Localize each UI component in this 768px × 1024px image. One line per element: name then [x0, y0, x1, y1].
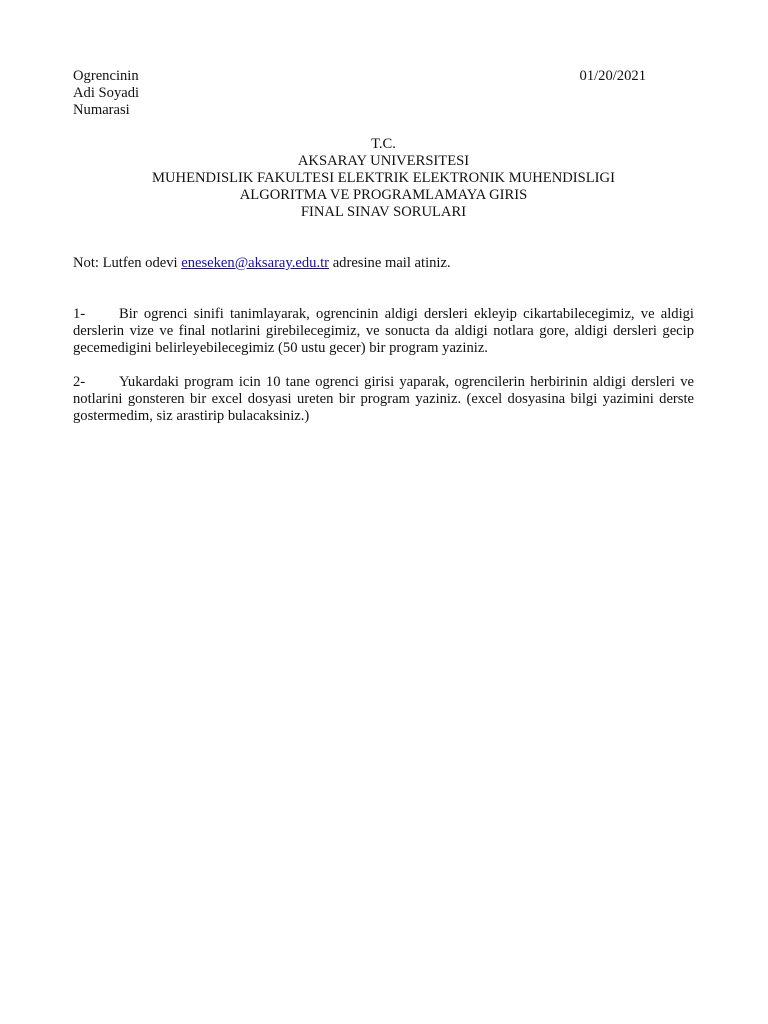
question-number: 2- — [73, 374, 86, 390]
student-name-line: Adi Soyadi — [73, 85, 140, 101]
submission-note — [73, 255, 694, 272]
question-1 — [73, 306, 694, 357]
email-link[interactable]: eneseken@aksaray.edu.tr — [181, 255, 330, 271]
student-label-line: Ogrencinin — [73, 68, 139, 84]
question-text: Bir ogrenci sinifi tanimlayarak, ogrencinin aldigi dersleri ekleyip cikartabilecegimiz, ve aldigi derslerin vize ve final notlarini girebilecegimiz, ve sonucta da aldigi notlara gore, aldigi dersleri gecip gecemedigini belirleyebilecegimiz (50 ustu gecer) bir program yaziniz. — [73, 306, 694, 356]
document-title — [73, 136, 694, 221]
student-number-line: Numarasi — [73, 102, 130, 118]
note-suffix: adresine mail atiniz. — [329, 255, 451, 271]
title-line-university: AKSARAY UNIVERSITESI — [297, 153, 470, 169]
document-header — [73, 68, 694, 119]
question-number: 1- — [73, 306, 86, 322]
question-2 — [73, 374, 694, 425]
student-info — [73, 68, 139, 119]
note-prefix: Not: Lutfen odevi — [73, 255, 182, 271]
title-line-faculty: MUHENDISLIK FAKULTESI ELEKTRIK ELEKTRONIK MUHENDISLIGI — [152, 170, 615, 186]
question-text: Yukardaki program icin 10 tane ogrenci girisi yaparak, ogrencilerin herbirinin aldigi dersleri ve notlarini gonsteren bir excel dosyasi ureten bir program yaziniz. (excel dosyasina bilgi yazimini derste gostermedim, siz arastirip bulacaksiniz.) — [73, 374, 694, 424]
title-line-country: T.C. — [371, 136, 396, 152]
title-line-exam: FINAL SINAV SORULARI — [300, 204, 467, 220]
exam-date: 01/20/2021 — [579, 68, 646, 84]
title-line-course: ALGORITMA VE PROGRAMLAMAYA GIRIS — [239, 187, 528, 203]
